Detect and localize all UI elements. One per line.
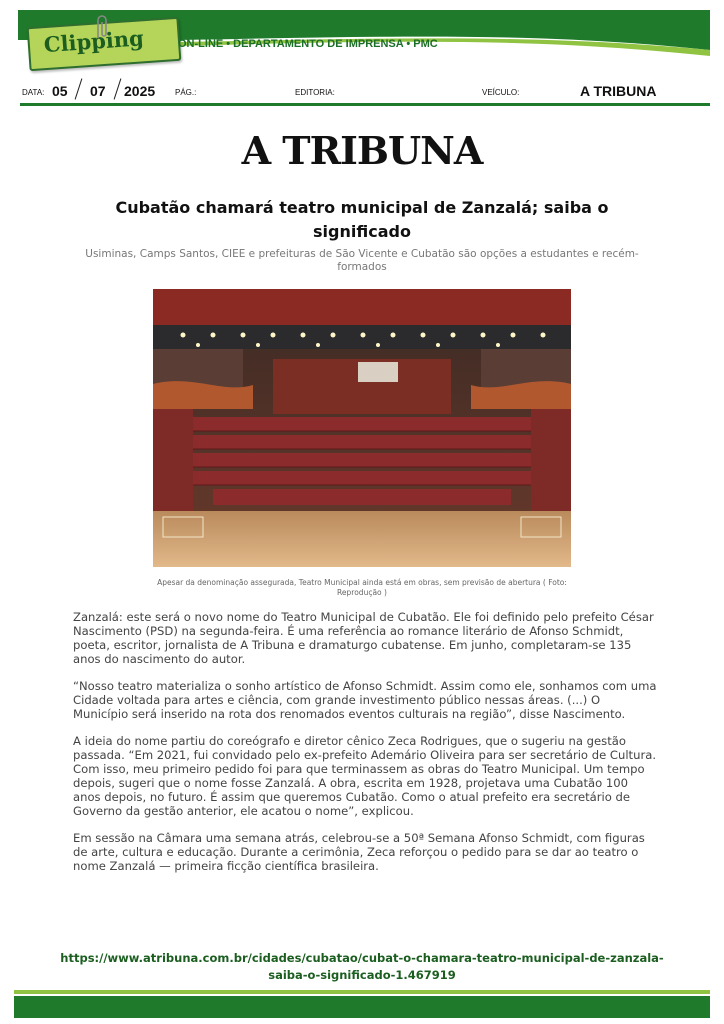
article-body [73,610,658,886]
date-separator [75,78,83,99]
theater-photo [153,289,571,567]
meta-divider [20,103,710,106]
date-month: 07 [90,83,106,99]
source-url[interactable] [40,950,684,984]
newspaper-masthead: A TRIBUNA [241,128,483,173]
photo-caption: Apesar da denominação assegurada, Teatro Municipal ainda está em obras, sem previsão de abertura ( Foto: Reprodução ) [157,578,567,597]
page-label: PÁG.: [175,88,197,97]
article-paragraph: A ideia do nome partiu do coreógrafo e diretor cênico Zeca Rodrigues, que o sugeriu na gestão passada. “Em 2021, fui convidado pelo ex-prefeito Ademário Oliveira para ser secretário de Cultura. Com isso, meu primeiro pedido foi para que terminassem as obras do Teatro Municipal. Um tempo depois, sugeri que o nome fosse Zanzalá. A obra, escrita em 1928, projetava uma Cubatão 100 anos depois, no futuro. É assim que queremos Cubatão. Como o atual prefeito era secretário de Governo da gestão anterior, ele acatou o nome”, explicou. [73,734,657,818]
vehicle-name: A TRIBUNA [580,83,657,99]
vehicle-label: VEÍCULO: [482,88,520,97]
date-separator [114,78,122,99]
date-day: 05 [52,83,68,99]
clipping-badge-label: Clipping [43,25,145,58]
footer-stripe [14,990,710,994]
footer-band [14,996,710,1018]
source-url-line[interactable]: https://www.atribuna.com.br/cidades/cubatao/cubat-o-chamara-teatro-municipal-de-zanzala- [60,951,664,965]
paperclip-icon [92,14,114,40]
article-paragraph: “Nosso teatro materializa o sonho artístico de Afonso Schmidt. Assim como ele, sonhamos com uma Cidade voltada para artes e ciência, com grande investimento público nessas áreas. (...) O Município será inserido na rota dos renomados eventos culturais na região”, disse Nascimento. [73,679,657,721]
article-headline: Cubatão chamará teatro municipal de Zanzalá; saiba o significado [115,198,609,241]
article-paragraph: Zanzalá: este será o novo nome do Teatro Municipal de Cubatão. Ele foi definido pelo prefeito César Nascimento (PSD) na segunda-feira. É uma referência ao romance literário de Afonso Schmidt, poeta, escritor, jornalista de A Tribuna e dramaturgo cubatense. Em junho, completaram-se 135 anos do nascimento do autor. [73,610,654,666]
department-subtitle: ON-LINE • DEPARTAMENTO DE IMPRENSA • PMC [178,38,438,50]
section-label: EDITORIA: [295,88,335,97]
article-subheadline: Usiminas, Camps Santos, CIEE e prefeituras de São Vicente e Cubatão são opções a estudantes e recém-formados [85,248,639,273]
meta-row [20,76,710,100]
article-paragraph: Em sessão na Câmara uma semana atrás, celebrou-se a 50ª Semana Afonso Schmidt, com figuras de arte, cultura e educação. Durante a cerimônia, Zeca reforçou o pedido para se dar ao teatro o nome Zanzalá — primeira ficção científica brasileira. [73,831,645,873]
date-year: 2025 [124,83,156,99]
source-url-line[interactable]: saiba-o-significado-1.467919 [268,968,456,982]
date-label: DATA: [22,88,45,97]
